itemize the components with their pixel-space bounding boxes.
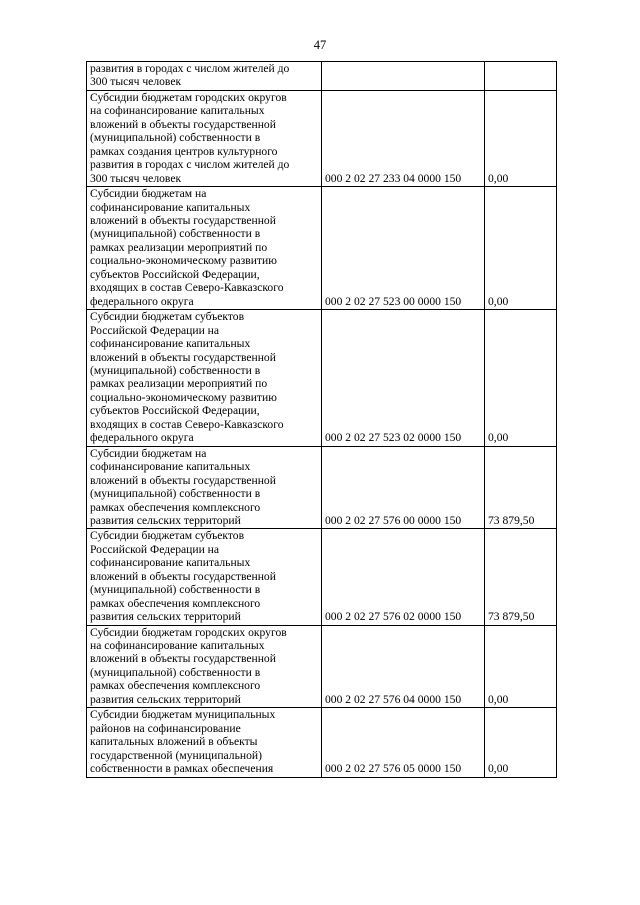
row-amount-cell bbox=[485, 62, 557, 91]
row-code-cell: 000 2 02 27 523 02 0000 150 bbox=[322, 310, 485, 447]
budget-table bbox=[86, 61, 557, 778]
row-amount-cell: 0,00 bbox=[485, 187, 557, 310]
row-code-cell: 000 2 02 27 233 04 0000 150 bbox=[322, 90, 485, 186]
row-code-cell bbox=[322, 62, 485, 91]
table-row bbox=[87, 90, 557, 186]
row-code-cell: 000 2 02 27 576 02 0000 150 bbox=[322, 529, 485, 625]
table-row bbox=[87, 310, 557, 447]
row-name-cell: Субсидии бюджетам субъектов Российской Федерации на софинансирование капитальных вложений в объекты государственной (муниципальной) собственности в рамках реализации мероприятий по социально-экономическому развитию субъектов Российской Федерации, входящих в состав Северо-Кавказского федерального округа bbox=[87, 310, 322, 447]
table-row bbox=[87, 708, 557, 777]
row-name-cell: развития в городах с числом жителей до 300 тысяч человек bbox=[87, 62, 322, 91]
row-name-cell: Субсидии бюджетам на софинансирование капитальных вложений в объекты государственной (муниципальной) собственности в рамках реализации мероприятий по социально-экономическому развитию субъектов Российской Федерации, входящих в состав Северо-Кавказского федерального округа bbox=[87, 187, 322, 310]
row-amount-cell: 0,00 bbox=[485, 90, 557, 186]
row-name-cell: Субсидии бюджетам субъектов Российской Федерации на софинансирование капитальных вложений в объекты государственной (муниципальной) собственности в рамках обеспечения комплексного развития сельских территорий bbox=[87, 529, 322, 625]
row-amount-cell: 0,00 bbox=[485, 708, 557, 777]
page-number: 47 bbox=[313, 38, 327, 52]
row-code-cell: 000 2 02 27 576 00 0000 150 bbox=[322, 446, 485, 529]
table-row bbox=[87, 446, 557, 529]
row-code-cell: 000 2 02 27 576 05 0000 150 bbox=[322, 708, 485, 777]
row-name-cell: Субсидии бюджетам на софинансирование капитальных вложений в объекты государственной (муниципальной) собственности в рамках обеспечения комплексного развития сельских территорий bbox=[87, 446, 322, 529]
row-amount-cell: 73 879,50 bbox=[485, 529, 557, 625]
table-row bbox=[87, 529, 557, 625]
row-name-cell: Субсидии бюджетам городских округов на софинансирование капитальных вложений в объекты государственной (муниципальной) собственности в рамках обеспечения комплексного развития сельских территорий bbox=[87, 625, 322, 708]
row-name-cell: Субсидии бюджетам муниципальных районов на софинансирование капитальных вложений в объекты государственной (муниципальной) собственности в рамках обеспечения bbox=[87, 708, 322, 777]
table-row bbox=[87, 625, 557, 708]
row-code-cell: 000 2 02 27 523 00 0000 150 bbox=[322, 187, 485, 310]
row-amount-cell: 0,00 bbox=[485, 310, 557, 447]
table-row bbox=[87, 187, 557, 310]
row-amount-cell: 0,00 bbox=[485, 625, 557, 708]
row-amount-cell: 73 879,50 bbox=[485, 446, 557, 529]
table-row bbox=[87, 62, 557, 91]
row-code-cell: 000 2 02 27 576 04 0000 150 bbox=[322, 625, 485, 708]
row-name-cell: Субсидии бюджетам городских округов на софинансирование капитальных вложений в объекты государственной (муниципальной) собственности в рамках создания центров культурного развития в городах с числом жителей до 300 тысяч человек bbox=[87, 90, 322, 186]
